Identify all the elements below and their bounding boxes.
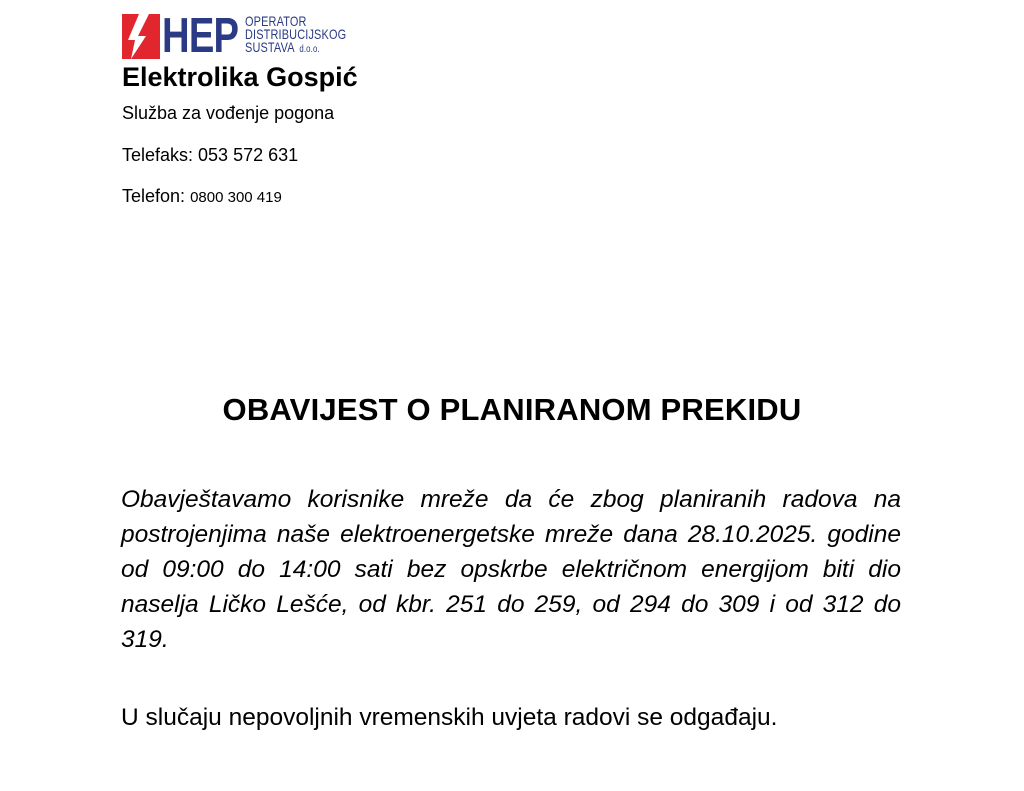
logo-brand-text: HEP xyxy=(162,9,239,63)
hep-logo xyxy=(122,9,367,63)
notice-title: OBAVIJEST O PLANIRANOM PREKIDU xyxy=(222,392,802,427)
department-name: Služba za vođenje pogona xyxy=(122,103,335,123)
logo-subtitle-line-2: DISTRIBUCIJSKOG xyxy=(245,26,347,42)
phone-number: 0800 300 419 xyxy=(190,189,282,206)
organization-name: Elektrolika Gospić xyxy=(122,62,358,92)
logo-suffix: d.o.o. xyxy=(299,44,320,55)
notice-weather-note: U slučaju nepovoljnih vremenskih uvjeta radovi se odgađaju. xyxy=(121,704,778,731)
phone-line xyxy=(122,186,282,207)
notice-body: Obavještavamo korisnike mreže da će zbog planiranih radova na postrojenjima naše elektroenergetske mreže dana 28.10.2025. godine od 09:00 do 14:00 sati bez opskrbe električnom energijom biti dio naselja Ličko Lešće, od kbr. 251 do 259, od 294 do 309 i od 312 do 319. xyxy=(121,486,901,653)
logo-subtitle-line-3: SUSTAVA d.o.o. xyxy=(245,39,320,55)
logo-subtitle xyxy=(245,15,346,56)
logo-subtitle-line-1: OPERATOR xyxy=(245,13,307,29)
fax-line: Telefaks: 053 572 631 xyxy=(122,145,299,165)
hep-lightning-mark-icon xyxy=(122,14,160,59)
phone-label: Telefon: xyxy=(122,186,186,206)
